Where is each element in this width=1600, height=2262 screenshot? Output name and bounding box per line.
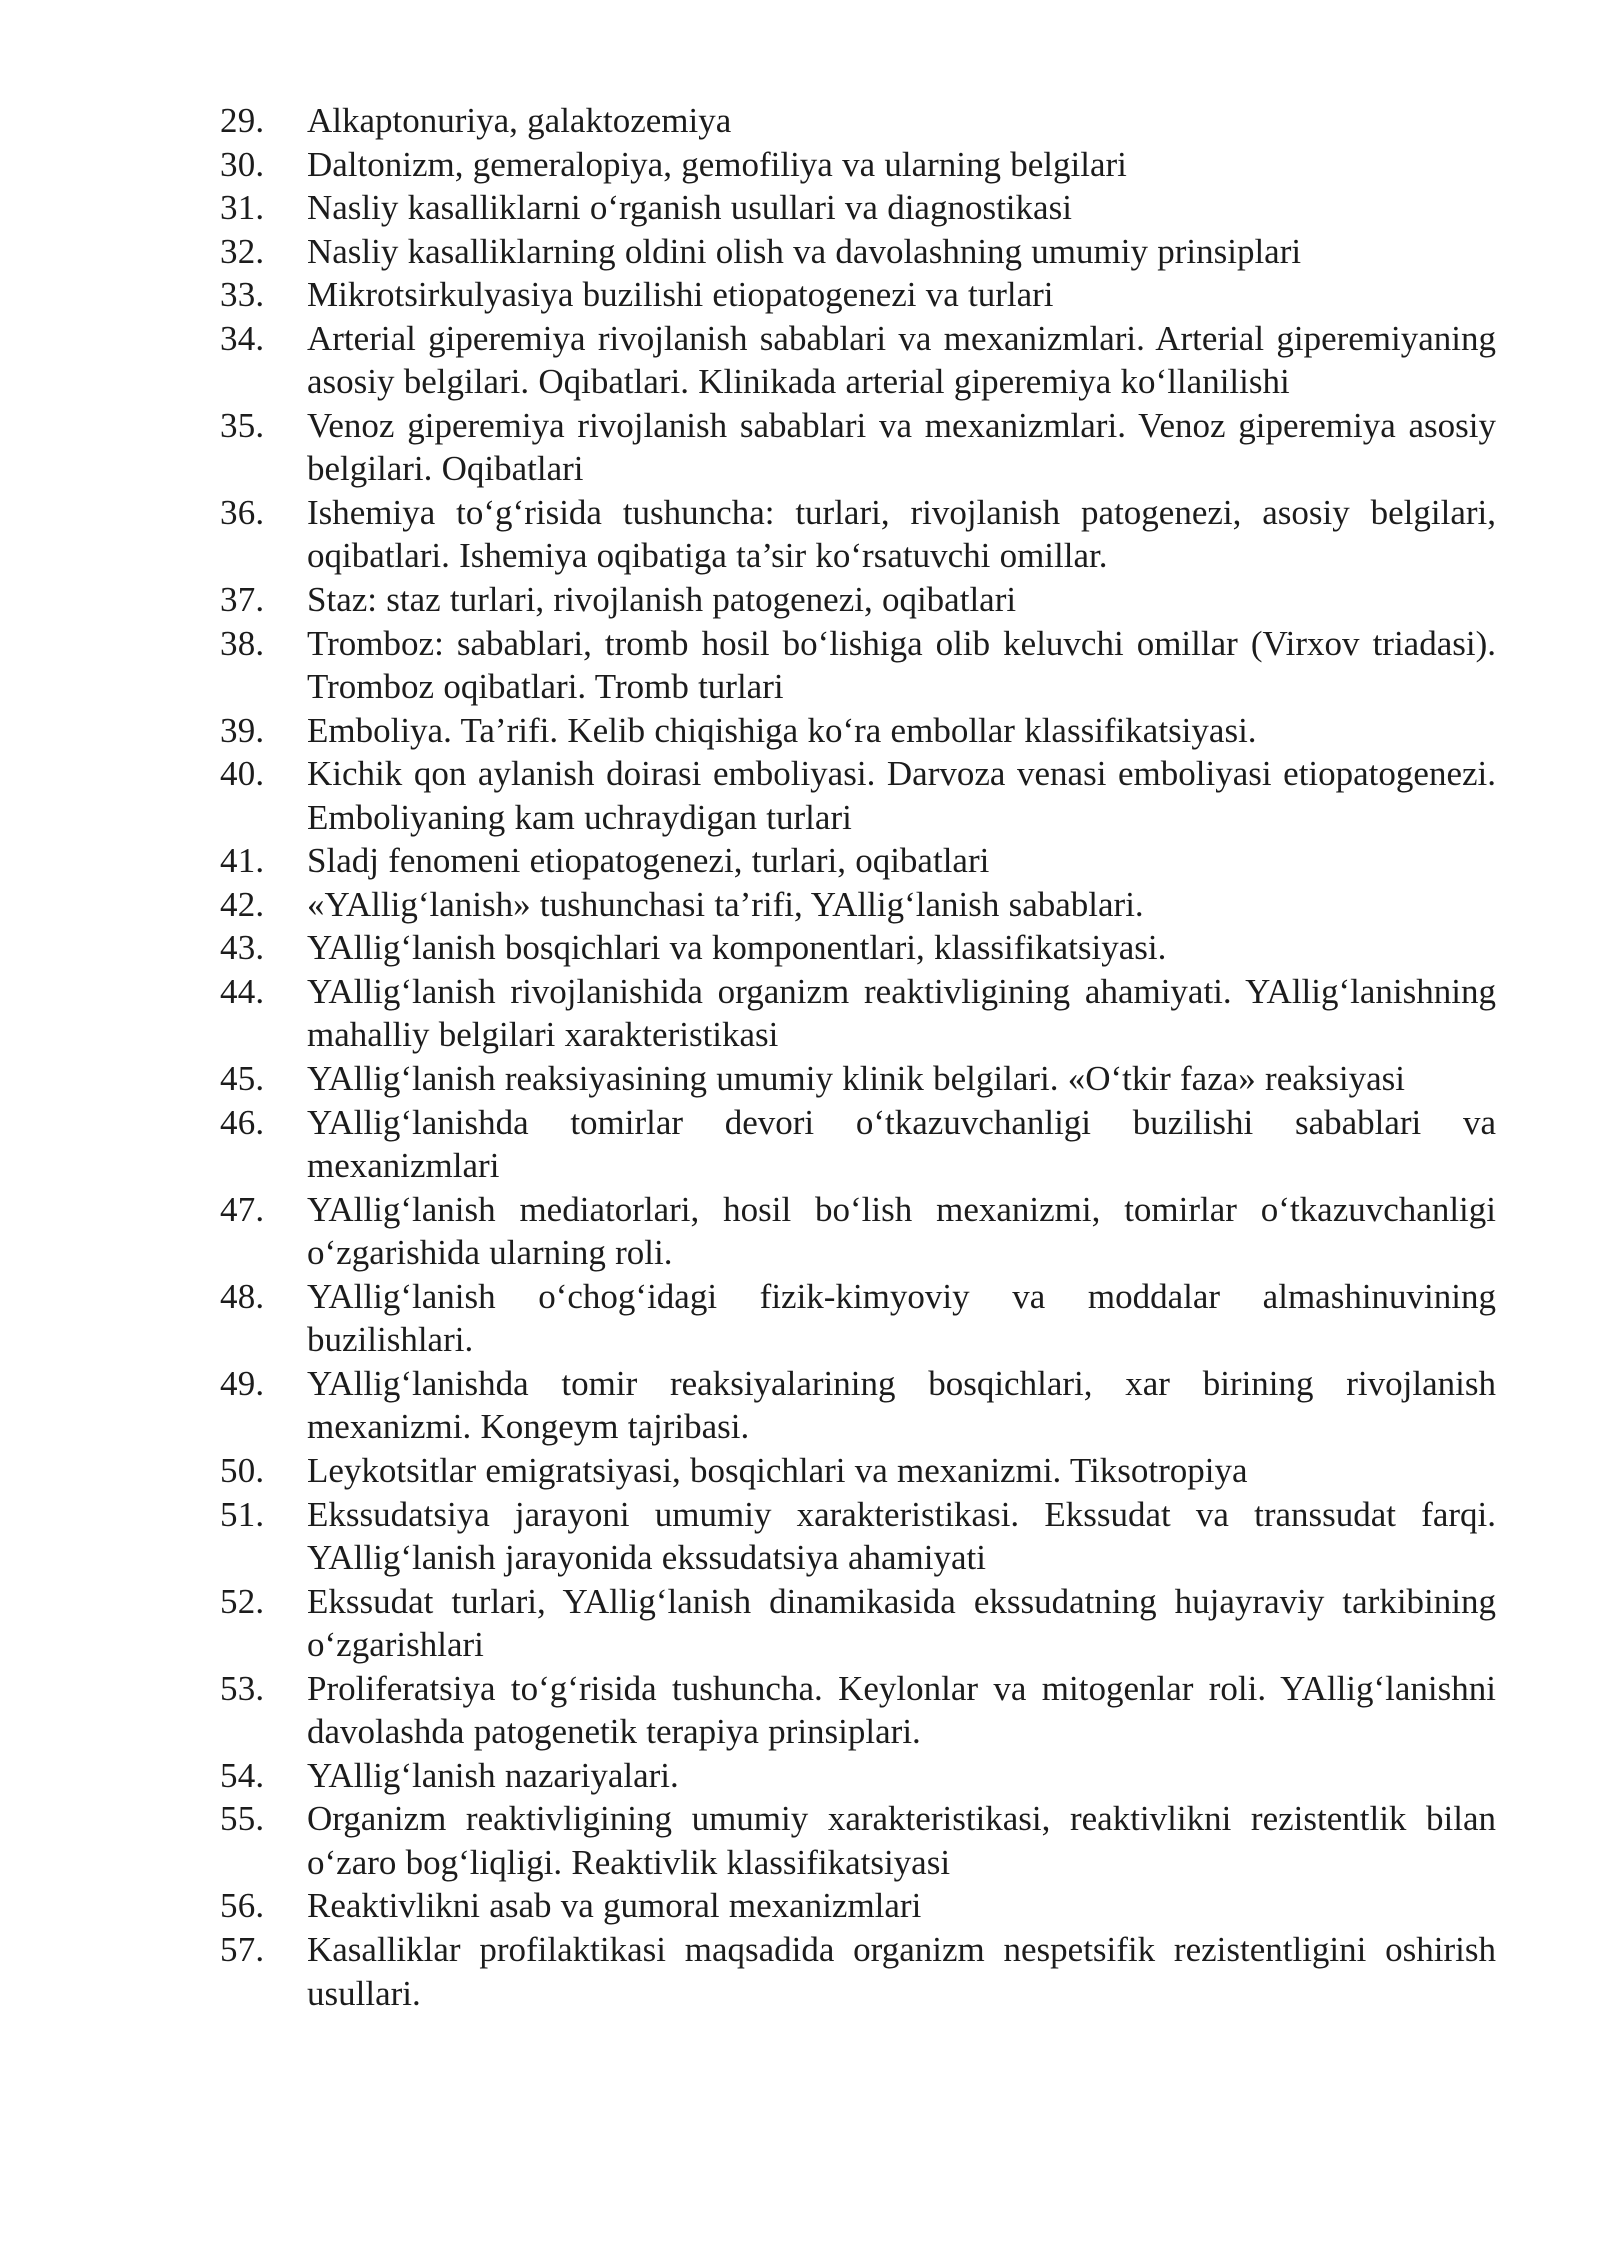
- list-item: [220, 1275, 1496, 1362]
- list-item: [220, 491, 1496, 578]
- item-text: YAllig‘lanishda tomir reaksiyalarining bosqichlari, xar birining rivojlanish mexanizmi. Kongeym tajribasi.: [307, 1363, 1496, 1447]
- item-number: 49.: [220, 1363, 265, 1403]
- item-text: Kasalliklar profilaktikasi maqsadida organizm nespetsifik rezistentligini oshirish usullari.: [307, 1929, 1496, 2013]
- item-number: 37.: [220, 580, 265, 620]
- list-item: [220, 1362, 1496, 1449]
- item-number: 47.: [220, 1189, 265, 1229]
- item-number: 57.: [220, 1929, 265, 1969]
- item-number: 42.: [220, 884, 265, 924]
- list-item: [220, 186, 1496, 230]
- list-item: [220, 926, 1496, 970]
- list-item: [220, 709, 1496, 753]
- item-text: Leykotsitlar emigratsiyasi, bosqichlari va mexanizmi. Tiksotropiya: [307, 1450, 1248, 1490]
- item-text: Ishemiya to‘g‘risida tushuncha: turlari, rivojlanish patogenezi, asosiy belgilari, oqibatlari. Ishemiya oqibatiga ta’sir ko‘rsatuvchi omillar.: [307, 492, 1496, 576]
- list-item: [220, 99, 1496, 143]
- list-item: [220, 1101, 1496, 1188]
- item-text: YAllig‘lanish nazariyalari.: [307, 1755, 679, 1795]
- item-number: 53.: [220, 1668, 265, 1708]
- item-number: 50.: [220, 1450, 265, 1490]
- item-text: YAllig‘lanishda tomirlar devori o‘tkazuvchanligi buzilishi sabablari va mexanizmlari: [307, 1102, 1496, 1186]
- list-item: [220, 970, 1496, 1057]
- list-item: [220, 839, 1496, 883]
- item-number: 32.: [220, 231, 265, 271]
- item-text: Nasliy kasalliklarning oldini olish va davolashning umumiy prinsiplari: [307, 231, 1302, 271]
- list-item: [220, 1667, 1496, 1754]
- item-number: 36.: [220, 492, 265, 532]
- list-item: [220, 1754, 1496, 1798]
- item-text: YAllig‘lanish bosqichlari va komponentlari, klassifikatsiyasi.: [307, 928, 1167, 968]
- list-item: [220, 883, 1496, 927]
- list-item: [220, 143, 1496, 187]
- item-text: «YAllig‘lanish» tushunchasi ta’rifi, YAllig‘lanish sabablari.: [307, 884, 1144, 924]
- item-number: 30.: [220, 144, 265, 184]
- item-text: Emboliya. Ta’rifi. Kelib chiqishiga ko‘ra embollar klassifikatsiyasi.: [307, 710, 1257, 750]
- item-text: Sladj fenomeni etiopatogenezi, turlari, oqibatlari: [307, 841, 990, 881]
- question-list: [220, 99, 1496, 2015]
- item-text: Ekssudat turlari, YAllig‘lanish dinamikasida ekssudatning hujayraviy tarkibining o‘zgarishlari: [307, 1581, 1496, 1665]
- item-number: 35.: [220, 405, 265, 445]
- list-item: [220, 1797, 1496, 1884]
- item-text: Alkaptonuriya, galaktozemiya: [307, 101, 732, 140]
- list-item: [220, 1580, 1496, 1667]
- item-number: 46.: [220, 1102, 265, 1142]
- item-text: Kichik qon aylanish doirasi emboliyasi. Darvoza venasi emboliyasi etiopatogenezi. Emboliyaning kam uchraydigan turlari: [307, 754, 1496, 837]
- item-text: Organizm reaktivligining umumiy xarakteristikasi, reaktivlikni rezistentlik bilan o‘zaro bog‘liqligi. Reaktivlik klassifikatsiyasi: [307, 1799, 1496, 1882]
- item-number: 51.: [220, 1494, 265, 1534]
- item-number: 38.: [220, 623, 265, 663]
- list-item: [220, 578, 1496, 622]
- list-item: [220, 273, 1496, 317]
- list-item: [220, 1493, 1496, 1580]
- item-number: 39.: [220, 710, 265, 750]
- item-number: 54.: [220, 1755, 265, 1795]
- list-item: [220, 404, 1496, 491]
- item-number: 48.: [220, 1276, 265, 1316]
- item-text: Ekssudatsiya jarayoni umumiy xarakteristikasi. Ekssudat va transsudat farqi. YAllig‘lanish jarayonida ekssudatsiya ahamiyati: [307, 1494, 1496, 1578]
- list-item: [220, 1057, 1496, 1101]
- item-number: 56.: [220, 1886, 265, 1926]
- list-item: [220, 1449, 1496, 1493]
- item-text: YAllig‘lanish rivojlanishida organizm reaktivligining ahamiyati. YAllig‘lanishning mahalliy belgilari xarakteristikasi: [307, 971, 1496, 1055]
- list-item: [220, 1188, 1496, 1275]
- item-text: Reaktivlikni asab va gumoral mexanizmlari: [307, 1886, 922, 1926]
- list-item: [220, 317, 1496, 404]
- item-text: YAllig‘lanish o‘chog‘idagi fizik-kimyoviy va moddalar almashinuvining buzilishlari.: [307, 1276, 1496, 1360]
- item-text: Daltonizm, gemeralopiya, gemofiliya va ularning belgilari: [307, 144, 1127, 184]
- item-text: Mikrotsirkulyasiya buzilishi etiopatogenezi va turlari: [307, 275, 1054, 315]
- item-text: Proliferatsiya to‘g‘risida tushuncha. Keylonlar va mitogenlar roli. YAllig‘lanishni davolashda patogenetik terapiya prinsiplari.: [307, 1668, 1496, 1752]
- item-text: Nasliy kasalliklarni o‘rganish usullari va diagnostikasi: [307, 188, 1072, 228]
- item-text: Tromboz: sabablari, tromb hosil bo‘lishiga olib keluvchi omillar (Virxov triadasi). Tromboz oqibatlari. Tromb turlari: [307, 623, 1496, 707]
- item-text: YAllig‘lanish reaksiyasining umumiy klinik belgilari. «O‘tkir faza» reaksiyasi: [307, 1059, 1405, 1099]
- item-text: Venoz giperemiya rivojlanish sabablari va mexanizmlari. Venoz giperemiya asosiy belgilari. Oqibatlari: [307, 405, 1496, 489]
- item-number: 33.: [220, 275, 265, 315]
- item-text: Staz: staz turlari, rivojlanish patogenezi, oqibatlari: [307, 580, 1017, 620]
- item-number: 34.: [220, 318, 265, 358]
- item-text: Arterial giperemiya rivojlanish sabablari va mexanizmlari. Arterial giperemiyaning asosiy belgilari. Oqibatlari. Klinikada arterial giperemiya ko‘llanilishi: [307, 318, 1496, 402]
- item-number: 52.: [220, 1581, 265, 1621]
- list-item: [220, 230, 1496, 274]
- item-text: YAllig‘lanish mediatorlari, hosil bo‘lish mexanizmi, tomirlar o‘tkazuvchanligi o‘zgarishida ularning roli.: [307, 1189, 1496, 1273]
- item-number: 45.: [220, 1059, 265, 1099]
- list-item: [220, 1884, 1496, 1928]
- item-number: 40.: [220, 754, 265, 794]
- item-number: 41.: [220, 841, 265, 881]
- list-item: [220, 622, 1496, 709]
- item-number: 29.: [220, 101, 265, 140]
- item-number: 44.: [220, 971, 265, 1011]
- list-item: [220, 1928, 1496, 2015]
- list-item: [220, 752, 1496, 839]
- item-number: 31.: [220, 188, 265, 228]
- item-number: 55.: [220, 1799, 265, 1839]
- item-number: 43.: [220, 928, 265, 968]
